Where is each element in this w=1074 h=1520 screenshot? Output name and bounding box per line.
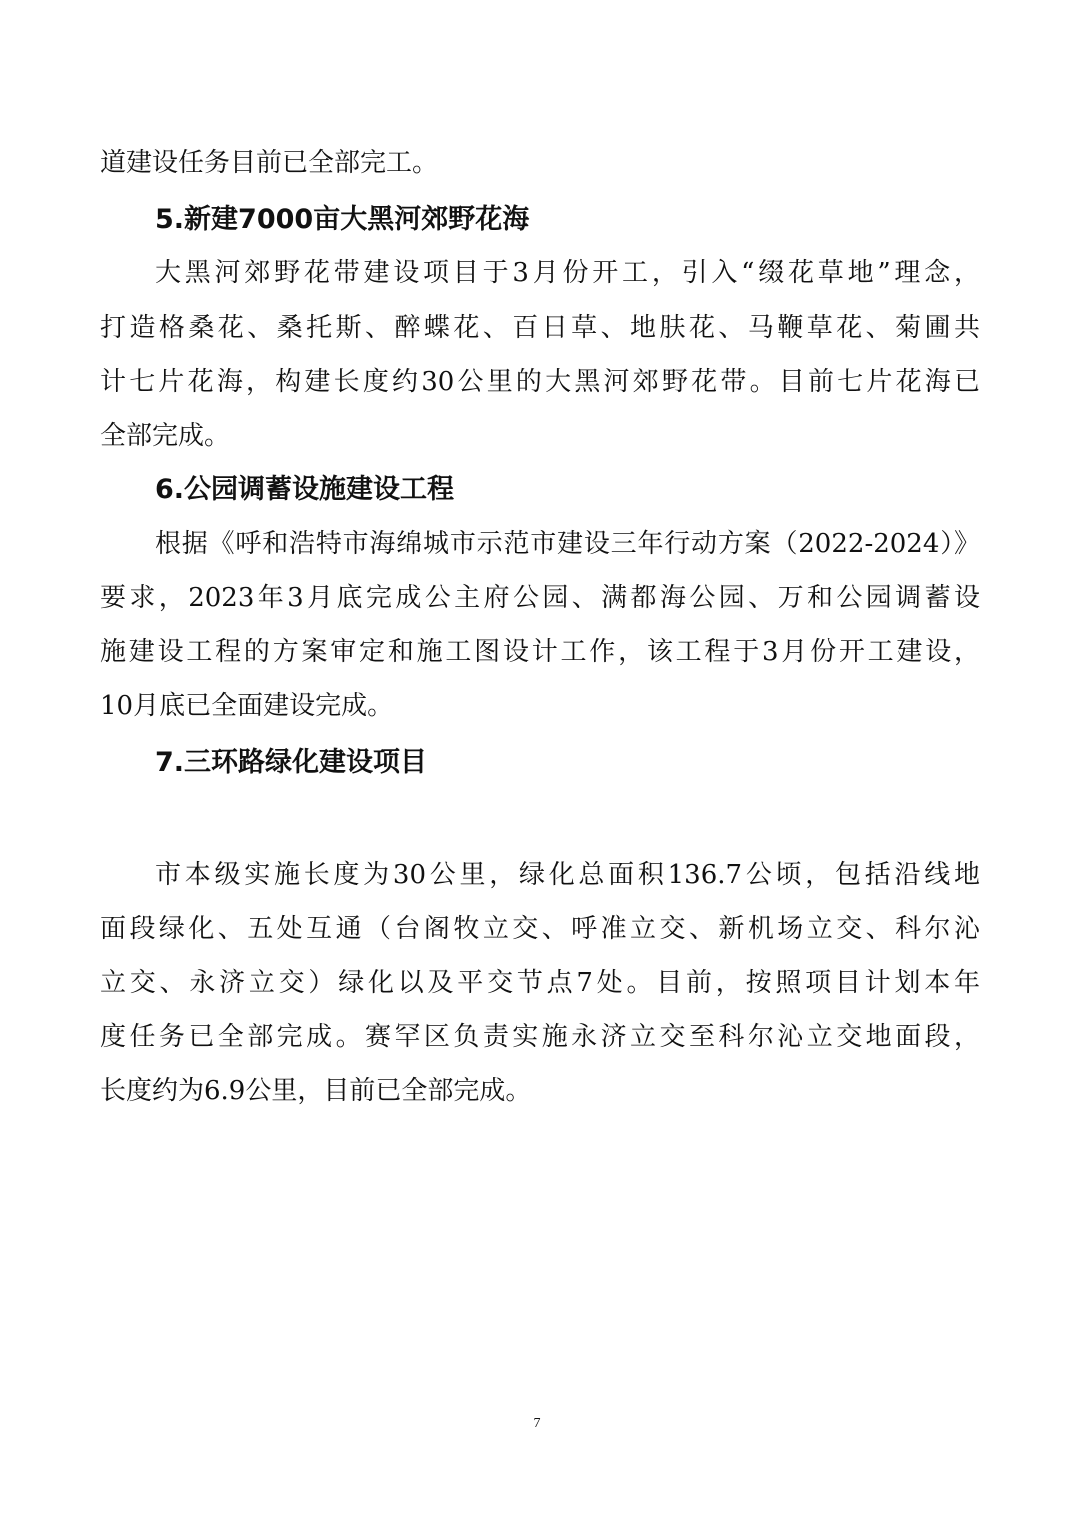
section-6-line: 要求，2023年3月底完成公主府公园、满都海公园、万和公园调蓄设 bbox=[100, 583, 980, 613]
section-7-line: 度任务已全部完成。赛罕区负责实施永济立交至科尔沁立交地面段， bbox=[100, 1022, 980, 1052]
section-5-line: 打造格桑花、桑托斯、醉蝶花、百日草、地肤花、马鞭草花、菊圃共 bbox=[100, 313, 980, 343]
section-7-line: 立交、永济立交）绿化以及平交节点7处。目前，按照项目计划本年 bbox=[100, 968, 980, 998]
section-7-line: 面段绿化、五处互通（台阁牧立交、呼准立交、新机场立交、科尔沁 bbox=[100, 914, 980, 944]
section-6-line: 10月底已全面建设完成。 bbox=[100, 691, 394, 721]
section-7-line: 长度约为6.9公里，目前已全部完成。 bbox=[100, 1076, 532, 1106]
section-7-line: 市本级实施长度为30公里，绿化总面积136.7公顷，包括沿线地 bbox=[155, 860, 980, 890]
section-5-heading: 5.新建7000亩大黑河郊野花海 bbox=[155, 204, 530, 235]
section-6-line: 施建设工程的方案审定和施工图设计工作，该工程于3月份开工建设， bbox=[100, 637, 980, 667]
section-6-line: 根据《呼和浩特市海绵城市示范市建设三年行动方案（2022-2024）》 bbox=[155, 529, 980, 559]
section-6-heading: 6.公园调蓄设施建设工程 bbox=[155, 474, 455, 505]
paragraph-line: 道建设任务目前已全部完工。 bbox=[100, 148, 439, 178]
section-5-line: 计七片花海，构建长度约30公里的大黑河郊野花带。目前七片花海已 bbox=[100, 367, 980, 397]
page-number: 7 bbox=[533, 1416, 541, 1431]
section-5-line: 全部完成。 bbox=[100, 421, 231, 451]
section-7-heading: 7.三环路绿化建设项目 bbox=[155, 747, 428, 778]
section-5-line: 大黑河郊野花带建设项目于3月份开工，引入“缀花草地”理念， bbox=[155, 258, 980, 288]
